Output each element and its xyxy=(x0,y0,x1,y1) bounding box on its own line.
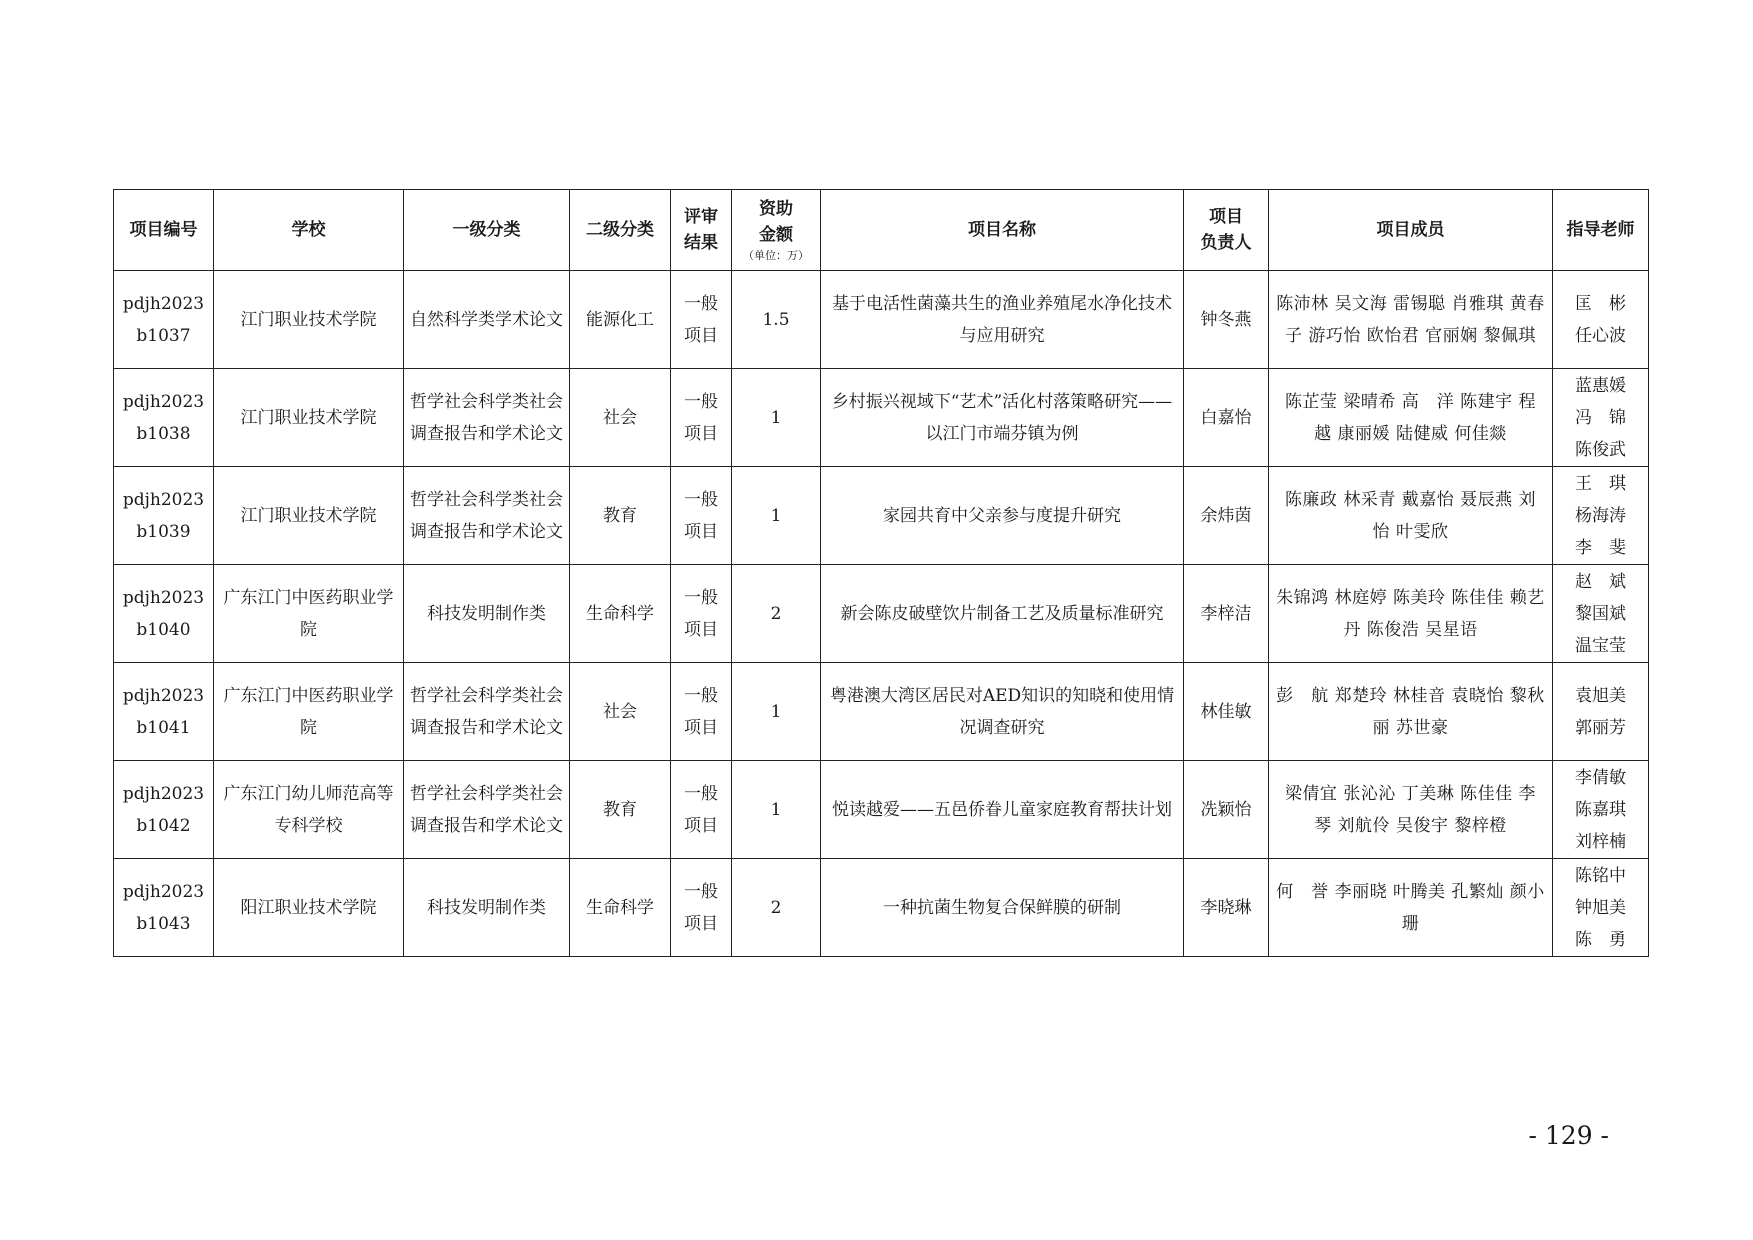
cell-category2: 能源化工 xyxy=(570,271,671,369)
cell-category1: 哲学社会科学类社会调查报告和学术论文 xyxy=(404,467,570,565)
header-category2: 二级分类 xyxy=(570,190,671,271)
cell-category2: 生命科学 xyxy=(570,859,671,957)
page-number: - 129 - xyxy=(1528,1121,1609,1150)
cell-category1: 哲学社会科学类社会调查报告和学术论文 xyxy=(404,369,570,467)
cell-school: 广东江门中医药职业学院 xyxy=(214,663,404,761)
table-row xyxy=(114,565,1649,663)
cell-project-name: 乡村振兴视域下“艺术”活化村落策略研究——以江门市端芬镇为例 xyxy=(821,369,1184,467)
cell-school: 广东江门中医药职业学院 xyxy=(214,565,404,663)
cell-school: 江门职业技术学院 xyxy=(214,467,404,565)
cell-id: pdjh2023 b1041 xyxy=(114,663,214,761)
header-id: 项目编号 xyxy=(114,190,214,271)
header-members: 项目成员 xyxy=(1269,190,1553,271)
cell-leader: 林佳敏 xyxy=(1184,663,1269,761)
cell-project-name: 基于电活性菌藻共生的渔业养殖尾水净化技术与应用研究 xyxy=(821,271,1184,369)
cell-id: pdjh2023 b1037 xyxy=(114,271,214,369)
cell-members: 陈芷莹 梁晴希 高 洋 陈建宇 程 越 康丽媛 陆健威 何佳燚 xyxy=(1269,369,1553,467)
cell-leader: 李晓琳 xyxy=(1184,859,1269,957)
cell-category2: 教育 xyxy=(570,761,671,859)
cell-id: pdjh2023 b1039 xyxy=(114,467,214,565)
cell-school: 广东江门幼儿师范高等专科学校 xyxy=(214,761,404,859)
table-row xyxy=(114,663,1649,761)
cell-advisors: 蓝惠媛 冯 锦 陈俊武 xyxy=(1553,369,1649,467)
cell-review: 一般项目 xyxy=(671,859,732,957)
cell-school: 江门职业技术学院 xyxy=(214,271,404,369)
cell-project-name: 一种抗菌生物复合保鲜膜的研制 xyxy=(821,859,1184,957)
cell-review: 一般项目 xyxy=(671,565,732,663)
cell-advisors: 陈铭中 钟旭美 陈 勇 xyxy=(1553,859,1649,957)
cell-id: pdjh2023 b1040 xyxy=(114,565,214,663)
cell-advisors: 赵 斌 黎国斌 温宝莹 xyxy=(1553,565,1649,663)
cell-category1: 哲学社会科学类社会调查报告和学术论文 xyxy=(404,663,570,761)
cell-advisors: 李倩敏 陈嘉琪 刘梓楠 xyxy=(1553,761,1649,859)
cell-project-name: 悦读越爱——五邑侨眷儿童家庭教育帮扶计划 xyxy=(821,761,1184,859)
header-project-name: 项目名称 xyxy=(821,190,1184,271)
cell-category1: 自然科学类学术论文 xyxy=(404,271,570,369)
cell-advisors: 王 琪 杨海涛 李 斐 xyxy=(1553,467,1649,565)
cell-review: 一般项目 xyxy=(671,271,732,369)
cell-review: 一般项目 xyxy=(671,663,732,761)
cell-members: 陈廉政 林采青 戴嘉怡 聂辰燕 刘 怡 叶雯欣 xyxy=(1269,467,1553,565)
cell-advisors: 匡 彬 任心波 xyxy=(1553,271,1649,369)
cell-amount: 1 xyxy=(732,369,821,467)
cell-school: 阳江职业技术学院 xyxy=(214,859,404,957)
cell-members: 朱锦鸿 林庭婷 陈美玲 陈佳佳 赖艺丹 陈俊浩 吴星语 xyxy=(1269,565,1553,663)
cell-amount: 1.5 xyxy=(732,271,821,369)
cell-leader: 白嘉怡 xyxy=(1184,369,1269,467)
cell-members: 彭 航 郑楚玲 林桂音 袁晓怡 黎秋丽 苏世豪 xyxy=(1269,663,1553,761)
header-advisors: 指导老师 xyxy=(1553,190,1649,271)
cell-amount: 2 xyxy=(732,859,821,957)
cell-leader: 李梓洁 xyxy=(1184,565,1269,663)
cell-amount: 2 xyxy=(732,565,821,663)
cell-project-name: 粤港澳大湾区居民对AED知识的知晓和使用情况调查研究 xyxy=(821,663,1184,761)
cell-category2: 社会 xyxy=(570,663,671,761)
table-row xyxy=(114,369,1649,467)
cell-members: 陈沛林 吴文海 雷锡聪 肖雅琪 黄春子 游巧怡 欧怡君 官丽娴 黎佩琪 xyxy=(1269,271,1553,369)
cell-members: 何 誉 李丽晓 叶腾美 孔繁灿 颜小珊 xyxy=(1269,859,1553,957)
cell-id: pdjh2023 b1042 xyxy=(114,761,214,859)
table-row xyxy=(114,761,1649,859)
cell-leader: 钟冬燕 xyxy=(1184,271,1269,369)
header-category1: 一级分类 xyxy=(404,190,570,271)
amount-unit-label: （单位：万） xyxy=(743,249,809,262)
header-school: 学校 xyxy=(214,190,404,271)
table-row xyxy=(114,271,1649,369)
header-review: 评审 结果 xyxy=(671,190,732,271)
cell-amount: 1 xyxy=(732,467,821,565)
cell-project-name: 家园共育中父亲参与度提升研究 xyxy=(821,467,1184,565)
cell-category1: 科技发明制作类 xyxy=(404,859,570,957)
table-header-row xyxy=(114,190,1649,271)
table-row xyxy=(114,859,1649,957)
cell-category2: 教育 xyxy=(570,467,671,565)
cell-category2: 社会 xyxy=(570,369,671,467)
table-row xyxy=(114,467,1649,565)
cell-school: 江门职业技术学院 xyxy=(214,369,404,467)
cell-review: 一般项目 xyxy=(671,467,732,565)
project-table xyxy=(113,189,1649,957)
cell-review: 一般项目 xyxy=(671,369,732,467)
header-amount: 资助 金额 （单位：万） xyxy=(732,190,821,271)
cell-leader: 余炜茵 xyxy=(1184,467,1269,565)
cell-id: pdjh2023 b1043 xyxy=(114,859,214,957)
cell-leader: 冼颖怡 xyxy=(1184,761,1269,859)
cell-amount: 1 xyxy=(732,663,821,761)
cell-id: pdjh2023 b1038 xyxy=(114,369,214,467)
cell-project-name: 新会陈皮破壁饮片制备工艺及质量标准研究 xyxy=(821,565,1184,663)
cell-amount: 1 xyxy=(732,761,821,859)
header-leader: 项目 负责人 xyxy=(1184,190,1269,271)
cell-category1: 哲学社会科学类社会调查报告和学术论文 xyxy=(404,761,570,859)
cell-advisors: 袁旭美 郭丽芳 xyxy=(1553,663,1649,761)
cell-review: 一般项目 xyxy=(671,761,732,859)
cell-members: 梁倩宜 张沁沁 丁美琳 陈佳佳 李 琴 刘航伶 吴俊宇 黎梓橙 xyxy=(1269,761,1553,859)
cell-category1: 科技发明制作类 xyxy=(404,565,570,663)
cell-category2: 生命科学 xyxy=(570,565,671,663)
